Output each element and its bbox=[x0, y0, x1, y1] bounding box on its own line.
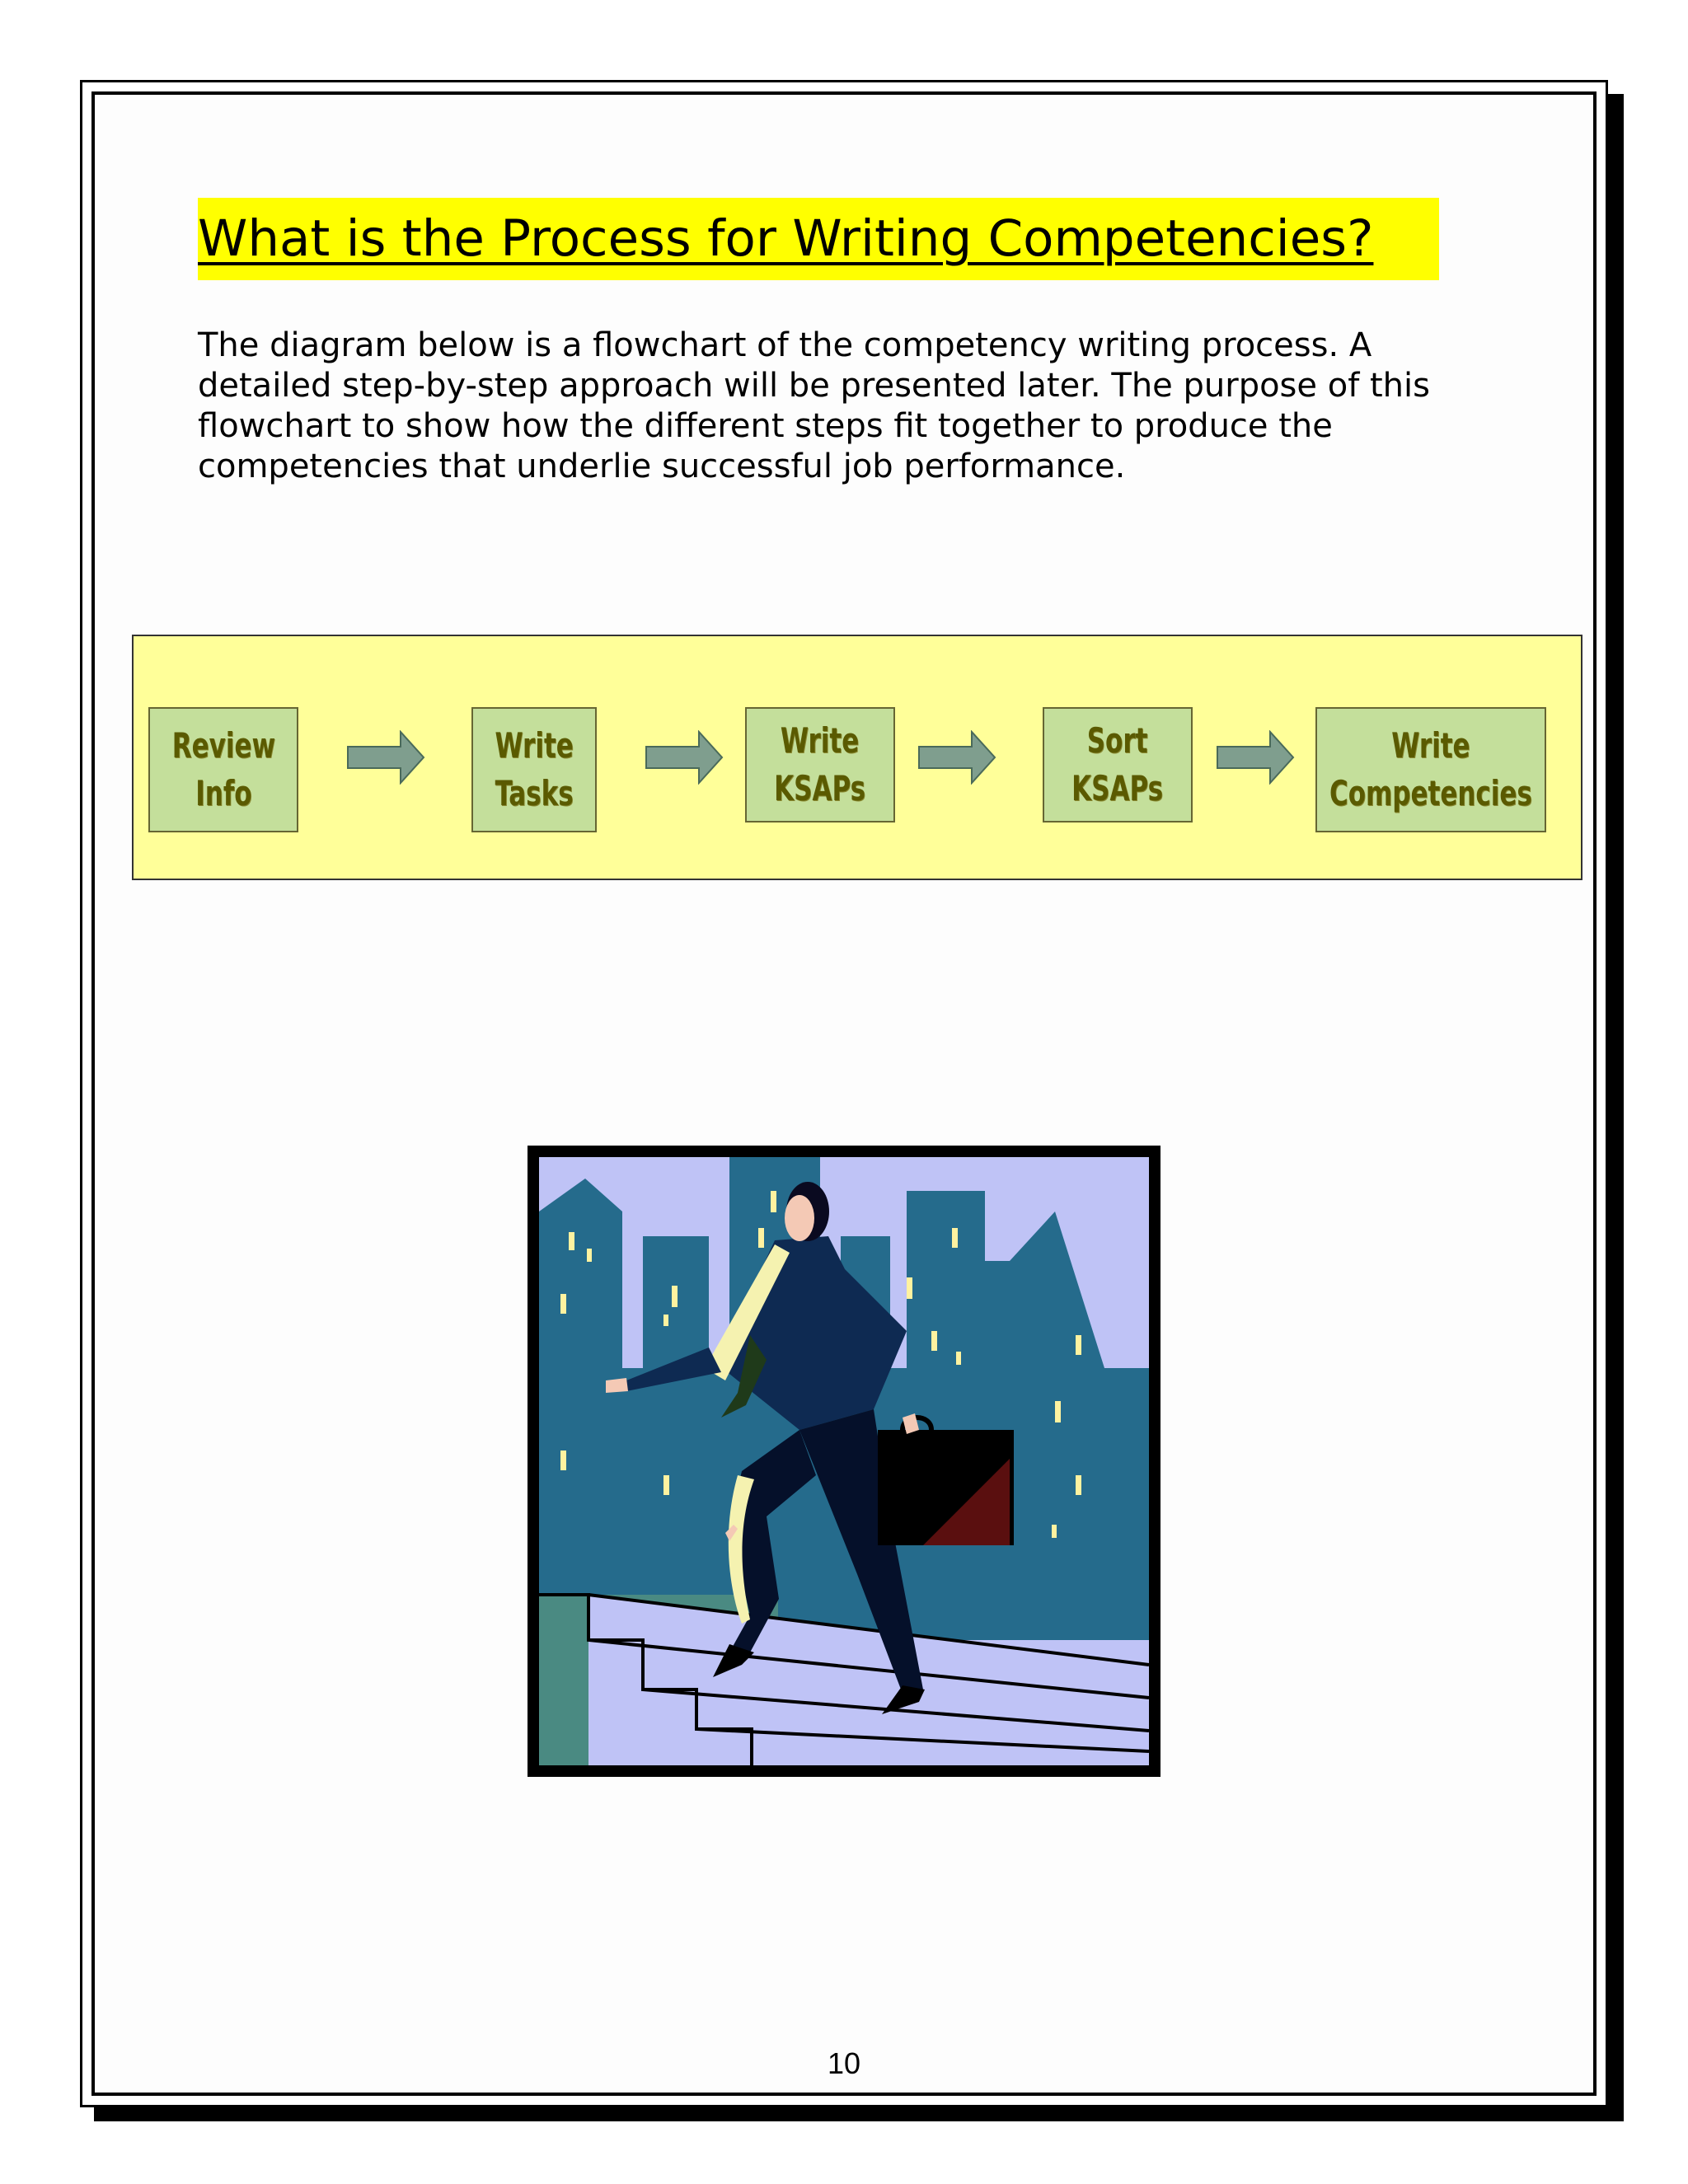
flow-step-label: Sort KSAPs bbox=[1071, 720, 1164, 808]
businessman-climbing-stairs-clipart bbox=[528, 1146, 1160, 1777]
flow-step-sort-ksaps bbox=[1043, 707, 1193, 823]
flow-step-label: Write KSAPs bbox=[774, 720, 866, 808]
flow-step-write-ksaps bbox=[745, 707, 895, 823]
page-number: 10 bbox=[827, 2046, 861, 2080]
process-flowchart bbox=[132, 635, 1582, 880]
page-title: What is the Process for Writing Competencies? bbox=[198, 198, 1439, 280]
flow-step-review-info bbox=[148, 707, 298, 832]
flow-step-label: Review Info bbox=[171, 725, 275, 813]
right-arrow-icon bbox=[645, 730, 724, 785]
intro-paragraph: The diagram below is a flowchart of the competency writing process. A detailed step-by-step approach will be presented later. The purpose of this flowchart to show how the different steps fit together to produce the competencies that underlie successful job performance. bbox=[198, 326, 1430, 485]
right-arrow-icon bbox=[917, 730, 996, 785]
flow-step-label: Write Tasks bbox=[495, 725, 574, 813]
flow-step-label: Write Competencies bbox=[1329, 725, 1532, 813]
flow-step-write-tasks bbox=[471, 707, 597, 832]
right-arrow-icon bbox=[1216, 730, 1295, 785]
flow-step-write-competencies bbox=[1315, 707, 1546, 832]
right-arrow-icon bbox=[346, 730, 425, 785]
